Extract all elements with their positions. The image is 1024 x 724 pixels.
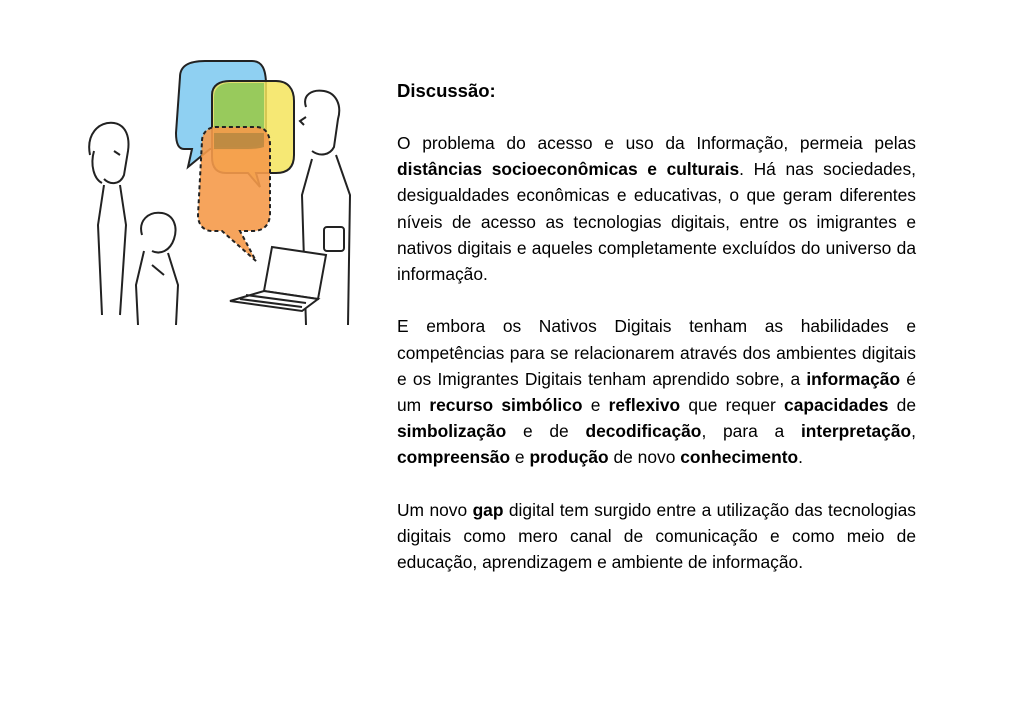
discussion-heading: Discussão:	[397, 80, 496, 101]
brown-overlap	[214, 133, 264, 149]
paragraph-2: E embora os Nativos Digitais tenham as habilidades e competências para se relacionarem através dos ambientes digitais e os Imigrantes Digitais tenham aprendido sobre, a informação é um recurso simbólico e reflexivo que requer capacidades de simbolização e de decodificação, para a interpretação, compreensão e produção de novo conhecimento.	[397, 316, 916, 468]
person-left	[89, 123, 128, 315]
paragraph-3: Um novo gap digital tem surgido entre a utilização das tecnologias digitais como mero canal de comunicação e como meio de educação, aprendizagem e ambiente de informação.	[397, 499, 916, 573]
paragraph-1: O problema do acesso e uso da Informação, permeia pelas distâncias socioeconômicas e culturais. Há nas sociedades, desigualdades econômicas e educativas, o que geram diferentes níveis de acesso as tecnologias digitais, entre os imigrantes e nativos digitais e aqueles completamente excluídos do universo da informação.	[397, 133, 916, 285]
person-middle	[136, 213, 178, 325]
laptop-drawing	[230, 247, 326, 311]
discussion-text-block	[397, 78, 916, 602]
conversation-illustration	[80, 55, 370, 335]
